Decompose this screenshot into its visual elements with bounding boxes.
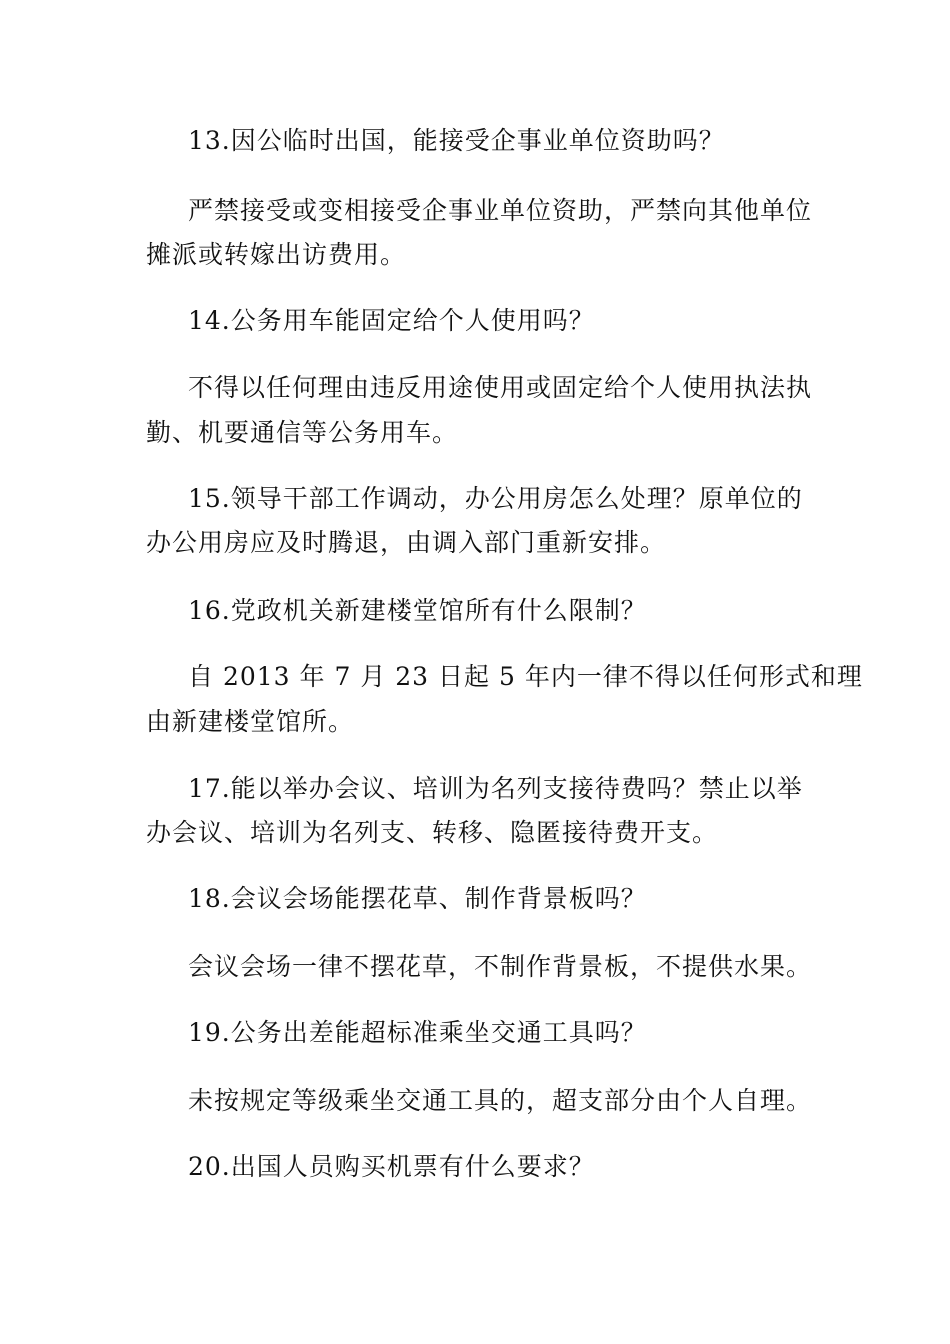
- question-16: 16.党政机关新建楼堂馆所有什么限制？: [188, 596, 647, 625]
- question-15-line-1: 15.领导干部工作调动，办公用房怎么处理？原单位的: [188, 484, 803, 513]
- answer-16-line-1: 自 2013 年 7 月 23 日起 5 年内一律不得以任何形式和理: [188, 662, 863, 691]
- answer-19: 未按规定等级乘坐交通工具的，超支部分由个人自理。: [188, 1086, 813, 1115]
- question-14: 14.公务用车能固定给个人使用吗？: [188, 306, 595, 335]
- question-13: 13.因公临时出国，能接受企事业单位资助吗？: [188, 126, 725, 155]
- question-17-line-2: 办会议、培训为名列支、转移、隐匿接待费开支。: [146, 818, 719, 847]
- question-17-line-1: 17.能以举办会议、培训为名列支接待费吗？禁止以举: [188, 774, 803, 803]
- question-18: 18.会议会场能摆花草、制作背景板吗？: [188, 884, 647, 913]
- answer-14-line-1: 不得以任何理由违反用途使用或固定给个人使用执法执: [188, 373, 813, 402]
- answer-13-line-2: 摊派或转嫁出访费用。: [146, 240, 407, 269]
- answer-13-line-1: 严禁接受或变相接受企事业单位资助，严禁向其他单位: [188, 196, 813, 225]
- question-19: 19.公务出差能超标准乘坐交通工具吗？: [188, 1018, 647, 1047]
- question-20: 20.出国人员购买机票有什么要求？: [188, 1152, 595, 1181]
- question-15-line-2: 办公用房应及时腾退，由调入部门重新安排。: [146, 528, 667, 557]
- answer-14-line-2: 勤、机要通信等公务用车。: [146, 418, 459, 447]
- answer-16-line-2: 由新建楼堂馆所。: [146, 707, 355, 736]
- answer-18: 会议会场一律不摆花草，不制作背景板，不提供水果。: [188, 952, 813, 981]
